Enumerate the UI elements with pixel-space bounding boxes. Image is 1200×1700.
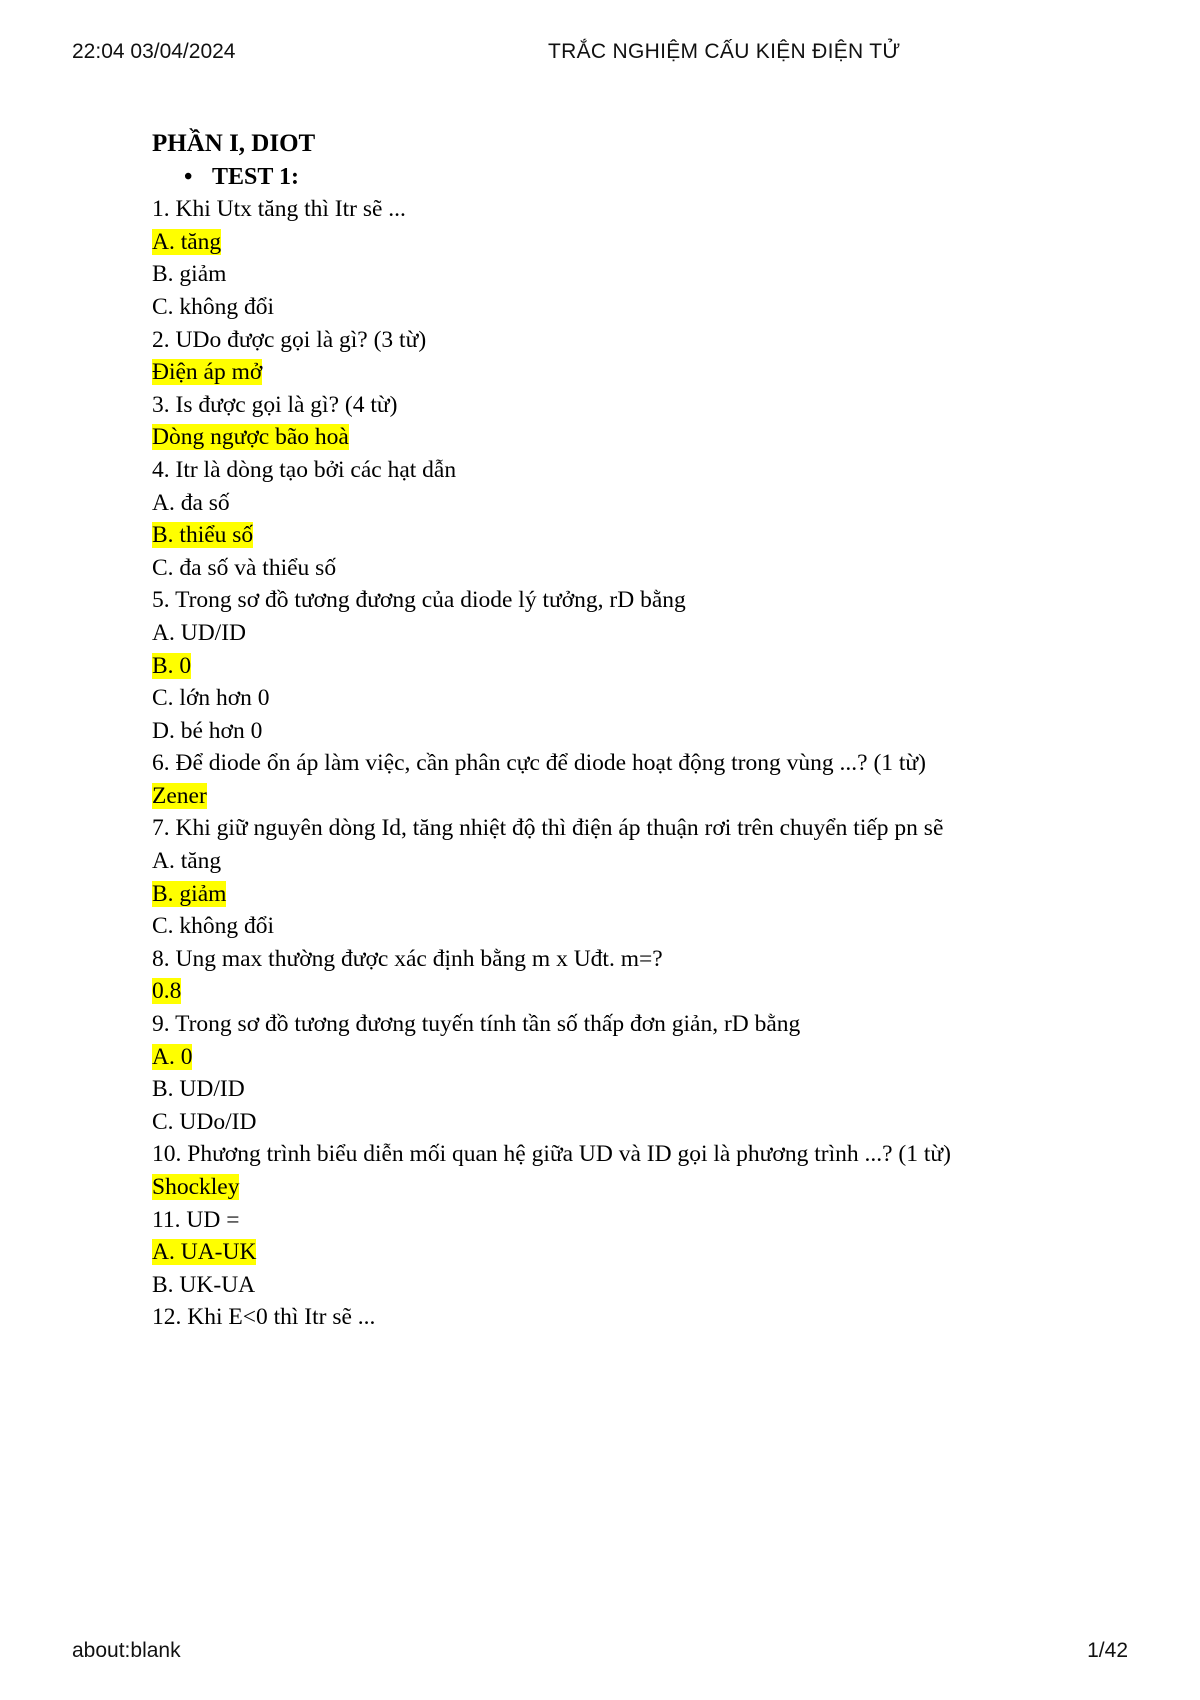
line-text: 10. Phương trình biểu diễn mối quan hệ giữa UD và ID gọi là phương trình ...? (1 từ) [152,1141,951,1168]
highlighted-answer: Dòng ngược bão hoà [152,424,349,451]
answer-line [152,356,1112,389]
highlighted-answer: B. giảm [152,880,227,907]
highlighted-answer: B. 0 [152,652,192,679]
highlighted-answer: A. 0 [152,1043,193,1070]
line-text: 12. Khi E<0 thì Itr sẽ ... [152,1304,376,1331]
question-list [152,193,1112,1334]
question-line [152,454,1112,487]
line-text: 5. Trong sơ đồ tương đương của diode lý tưởng, rD bằng [152,587,686,614]
line-text: C. không đổi [152,913,275,940]
highlighted-answer: Shockley [152,1174,240,1200]
answer-line [152,519,1112,552]
question-line [152,1106,1112,1139]
print-datetime: 22:04 03/04/2024 [72,40,236,63]
answer-line [152,1236,1112,1269]
question-line [152,943,1112,976]
line-text: C. lớn hơn 0 [152,685,270,712]
line-text: A. tăng [152,848,222,875]
line-text: B. UD/ID [152,1076,245,1103]
question-line [152,812,1112,845]
highlighted-answer: A. UA-UK [152,1239,257,1266]
highlighted-answer: Điện áp mở [152,359,263,386]
line-text: B. UK-UA [152,1271,256,1298]
highlighted-answer: 0.8 [152,978,182,1005]
question-line [152,258,1112,291]
document-title: TRẮC NGHIỆM CẤU KIỆN ĐIỆN TỬ [548,40,901,63]
question-line [152,682,1112,715]
question-line [152,584,1112,617]
answer-line [152,1171,1112,1204]
line-text: C. đa số và thiểu số [152,554,337,581]
question-line [152,1301,1112,1334]
line-text: C. không đổi [152,293,275,320]
line-text: 6. Để diode ổn áp làm việc, cần phân cực để diode hoạt động trong vùng ...? (1 từ) [152,750,926,777]
line-text: 4. Itr là dòng tạo bởi các hạt dẫn [152,456,457,483]
page-url: about:blank [72,1639,181,1662]
test-heading [152,161,1112,194]
question-line [152,715,1112,748]
question-line [152,1204,1112,1237]
question-line [152,910,1112,943]
page-number: 1/42 [1087,1639,1128,1662]
line-text: A. UD/ID [152,619,246,646]
line-text: D. bé hơn 0 [152,717,263,744]
document-body [152,128,1112,1334]
line-text: 8. Ung max thường được xác định bằng m x Uđt. m=? [152,945,663,972]
question-line [152,1269,1112,1302]
answer-line [152,1041,1112,1074]
line-text: C. UDo/ID [152,1108,257,1135]
question-line [152,552,1112,585]
highlighted-answer: Zener [152,782,207,809]
line-text: 1. Khi Utx tăng thì Itr sẽ ... [152,196,406,223]
line-text: A. đa số [152,489,230,516]
test-heading-label: TEST 1: [212,163,299,190]
line-text: 7. Khi giữ nguyên dòng Id, tăng nhiệt độ thì điện áp thuận rơi trên chuyển tiếp pn sẽ [152,815,944,842]
question-line [152,389,1112,422]
question-line [152,324,1112,357]
question-line [152,1008,1112,1041]
line-text: 11. UD = [152,1206,240,1233]
answer-line [152,226,1112,259]
highlighted-answer: A. tăng [152,228,222,255]
question-line [152,1138,1112,1171]
highlighted-answer: B. thiểu số [152,522,254,549]
answer-line [152,421,1112,454]
question-line [152,291,1112,324]
answer-line [152,780,1112,813]
question-line [152,1073,1112,1106]
answer-line [152,650,1112,683]
line-text: 9. Trong sơ đồ tương đương tuyến tính tần số thấp đơn giản, rD bằng [152,1011,801,1038]
answer-line [152,975,1112,1008]
question-line [152,487,1112,520]
line-text: 3. Is được gọi là gì? (4 từ) [152,391,398,418]
answer-line [152,878,1112,911]
line-text: B. giảm [152,261,227,288]
section-title: PHẦN I, DIOT [152,130,316,157]
question-line [152,617,1112,650]
bullet-icon: • [184,163,193,190]
question-line [152,845,1112,878]
question-line [152,747,1112,780]
question-line [152,193,1112,226]
line-text: 2. UDo được gọi là gì? (3 từ) [152,326,427,353]
